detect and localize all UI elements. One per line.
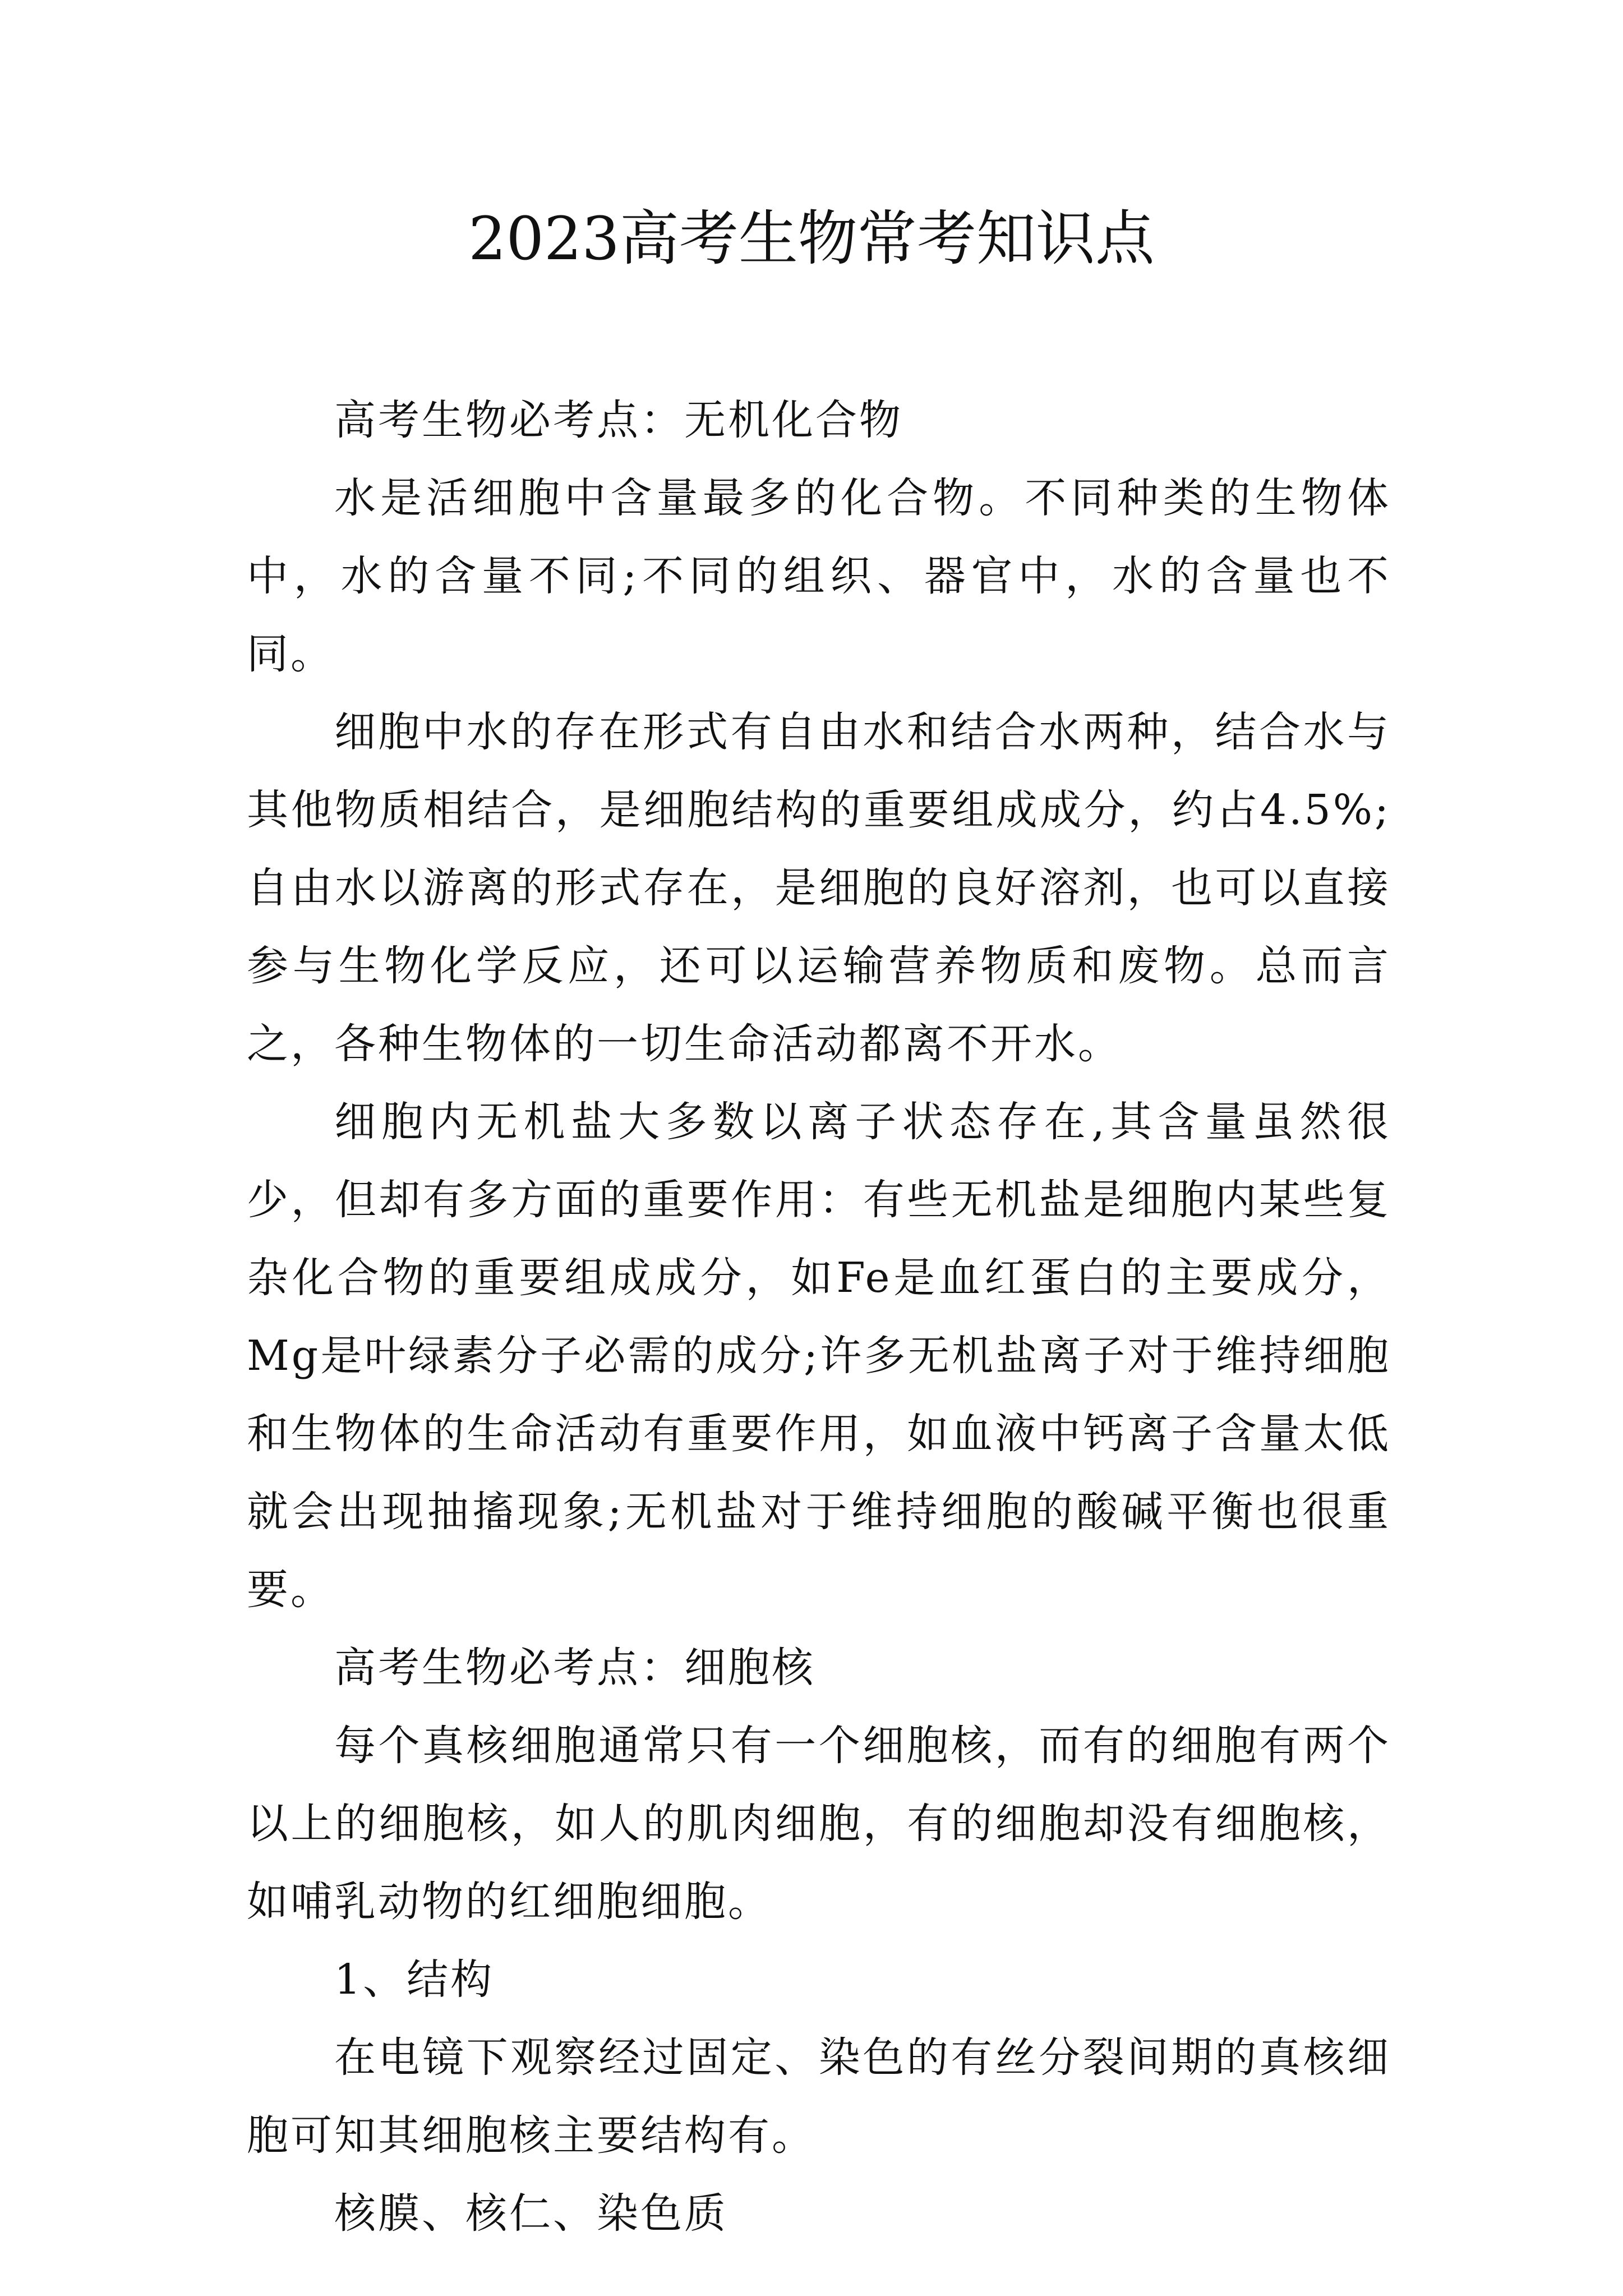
document-body bbox=[247, 381, 1391, 2253]
paragraph-nucleus-count: 每个真核细胞通常只有一个细胞核，而有的细胞有两个以上的细胞核，如人的肌肉细胞，有的细胞却没有细胞核，如哺乳动物的红细胞细胞。 bbox=[247, 1722, 1391, 1926]
paragraph-electron-microscope: 在电镜下观察经过固定、染色的有丝分裂间期的真核细胞可知其细胞核主要结构有。 bbox=[247, 2033, 1391, 2160]
section-heading-nucleus: 高考生物必考点：细胞核 bbox=[334, 1644, 815, 1692]
document-title: 2023高考生物常考知识点 bbox=[468, 204, 1155, 273]
paragraph-nucleus-parts: 核膜、核仁、染色质 bbox=[334, 2189, 728, 2238]
subheading-structure: 1、结构 bbox=[334, 1955, 495, 2004]
paragraph-inorganic-salts: 细胞内无机盐大多数以离子状态存在,其含量虽然很少，但却有多方面的重要作用：有些无机盐是细胞内某些复杂化合物的重要组成成分，如Fe是血红蛋白的主要成分，Mg是叶绿素分子必需的成分;许多无机盐离子对于维持细胞和生物体的生命活动有重要作用，如血液中钙离子含量太低就会出现抽搐现象;无机盐对于维持细胞的酸碱平衡也很重要。 bbox=[247, 1098, 1391, 1614]
paragraph-water-content: 水是活细胞中含量最多的化合物。不同种类的生物体中，水的含量不同;不同的组织、器官中，水的含量也不同。 bbox=[247, 474, 1391, 678]
paragraph-water-forms: 细胞中水的存在形式有自由水和结合水两种，结合水与其他物质相结合，是细胞结构的重要组成成分，约占4.5%;自由水以游离的形式存在，是细胞的良好溶剂，也可以直接参与生物化学反应，还可以运输营养物质和废物。总而言之，各种生物体的一切生命活动都离不开水。 bbox=[247, 708, 1391, 1068]
section-heading-inorganic: 高考生物必考点：无机化合物 bbox=[334, 396, 903, 444]
